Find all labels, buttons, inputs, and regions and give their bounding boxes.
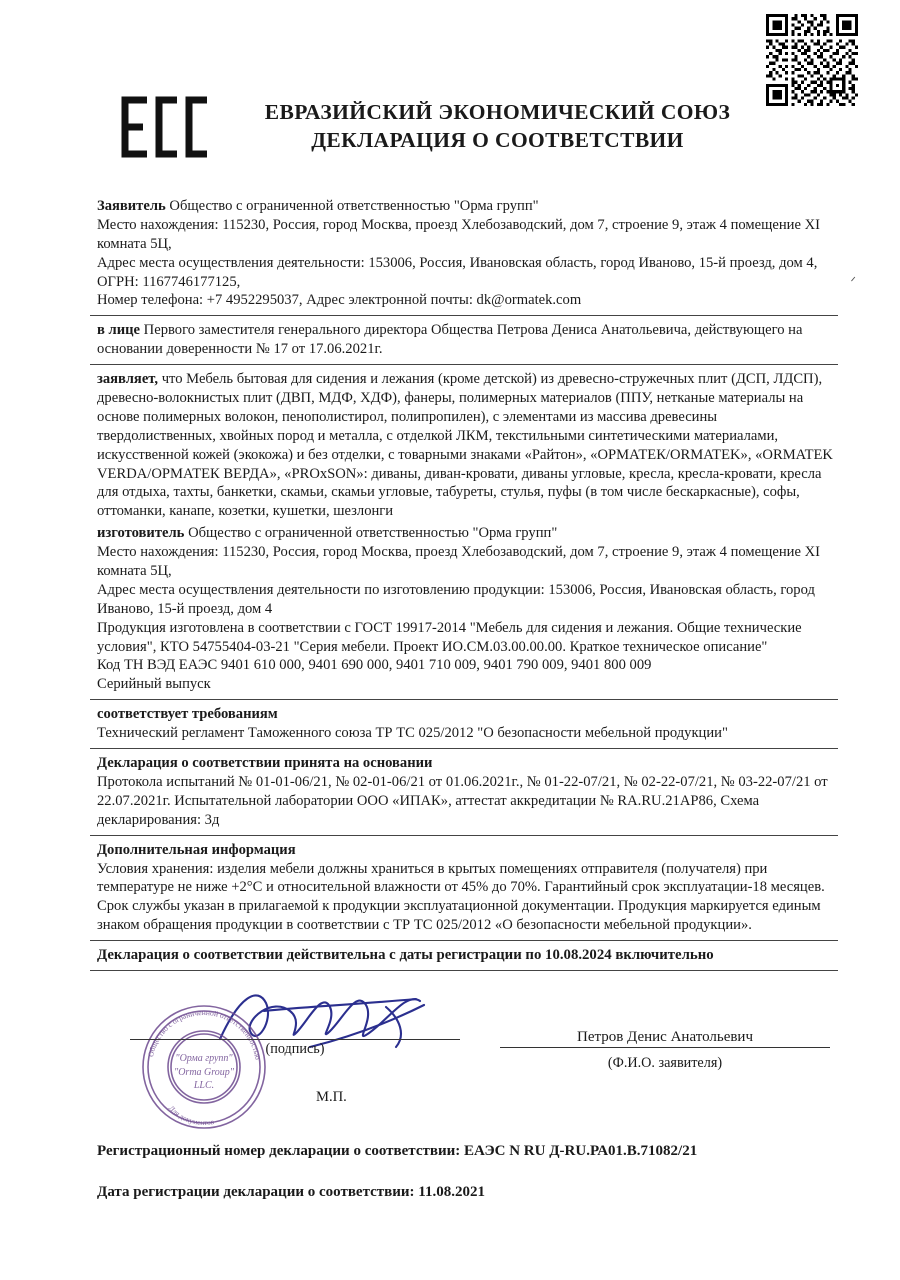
document-header [0, 88, 900, 178]
section-additional-info [90, 840, 838, 937]
section-representative [90, 320, 838, 361]
manufacturer-name: Общество с ограниченной ответственностью "Орма групп" [188, 525, 558, 542]
divider [90, 748, 838, 749]
manufacturer-location: Место нахождения: 115230, Россия, город Москва, проезд Хлебозаводский, дом 7, строение 9, этаж 4 помещение XI комната 5Ц, [97, 544, 820, 580]
declarant-name-caption: (Ф.И.О. заявителя) [607, 1055, 723, 1072]
header-title-line1: ЕВРАЗИЙСКИЙ ЭКОНОМИЧЕСКИЙ СОЮЗ [264, 100, 731, 124]
applicant-location: Место нахождения: 115230, Россия, город Москва, проезд Хлебозаводский, дом 7, строение 9, этаж 4 помещение XI комната 5Ц, [97, 216, 820, 252]
applicant-activity-address: Адрес места осуществления деятельности: 153006, Россия, Ивановская область, город Иваново, 15-й проезд, дом 4, ОГРН: 1167746177125, [97, 254, 818, 290]
svg-text:"Orma Group": "Orma Group" [174, 1067, 234, 1079]
representative-label: в лице [97, 322, 141, 339]
section-manufacturer [90, 523, 838, 696]
divider [90, 315, 838, 316]
page-tick-mark: ᐟ [850, 274, 856, 289]
svg-text:Общество с ограниченной ответс: Общество с ограниченной ответственностью [146, 1008, 263, 1061]
eac-mark-icon [115, 96, 211, 158]
applicant-name: Общество с ограниченной ответственностью "Орма групп" [169, 198, 539, 214]
basis-label: Декларация о соответствии принята на основании [97, 755, 433, 772]
document-body [90, 196, 838, 1201]
applicant-contacts: Номер телефона: +7 4952295037, Адрес электронной почты: dk@ormatek.com [97, 292, 582, 309]
svg-text:LLC.: LLC. [193, 1080, 215, 1092]
divider [90, 835, 838, 836]
header-title-line2: ДЕКЛАРАЦИЯ О СООТВЕТСТВИИ [311, 128, 684, 153]
handwritten-signature [210, 977, 470, 1087]
applicant-label: Заявитель [97, 198, 166, 214]
basis-text: Протокола испытаний № 01-01-06/21, № 02-01-06/21 от 01.06.2021г., № 01-22-07/21, № 02-22-07/21, № 03-22-07/21 от 22.07.2021г. Испытательной лаборатории ООО «ИПАК», аттестат аккредитации № RA.RU.21АР86, Схема декларирования: 3д [97, 773, 828, 828]
additional-text: Условия хранения: изделия мебели должны храниться в крытых помещениях отправителя (получателя) при температуре не ниже +2°С и относительной влажности от 45% до 70%. Гарантийный срок эксплуатации-18 месяцев. Срок службы указан в прилагаемой к продукции эксплуатационной документации. Продукция маркируется единым знаком обращения продукции в соответствии с ТР ТС 025/2012 «О безопасности мебельной продукции». [97, 860, 825, 934]
divider [90, 940, 838, 941]
validity-text: Декларация о соответствии действительна с даты регистрации по 10.08.2024 включительно [97, 947, 714, 964]
company-stamp [132, 995, 277, 1140]
registration-date-value: 11.08.2021 [418, 1184, 485, 1201]
manufacturer-batch: Серийный выпуск [97, 676, 211, 693]
manufacturer-standards: Продукция изготовлена в соответствии с ГОСТ 19917-2014 "Мебель для сидения и лежания. Общие технические условия", КТО 54755404-03-21 "Серия мебели. Проект ИО.СМ.03.00.00.00. Краткое техническое описание" [97, 619, 802, 655]
additional-label: Дополнительная информация [97, 841, 296, 858]
divider [90, 699, 838, 700]
section-applicant [90, 196, 838, 312]
svg-text:Для документов: Для документов [167, 1103, 215, 1128]
divider [90, 970, 838, 971]
stamp-place-label: М.П. [316, 1089, 347, 1106]
manufacturer-production-address: Адрес места осуществления деятельности по изготовлению продукции: 153006, Россия, Ивановская область, город Иваново, 15-й проезд, дом 4 [97, 581, 815, 617]
signature-line [130, 1039, 460, 1040]
declarant-name: Петров Денис Анатольевич [500, 1029, 830, 1048]
divider [90, 364, 838, 365]
registration-date-label: Дата регистрации декларации о соответствии: [97, 1184, 415, 1201]
section-declares [90, 369, 838, 523]
conformity-label: соответствует требованиям [97, 706, 278, 723]
section-validity [90, 945, 838, 967]
manufacturer-label: изготовитель [97, 525, 185, 542]
section-signature [90, 985, 838, 1135]
conformity-text: Технический регламент Таможенного союза ТР ТС 025/2012 "О безопасности мебельной продукции" [97, 725, 728, 742]
signature-caption: (подпись) [265, 1041, 325, 1058]
declares-text: что Мебель бытовая для сидения и лежания (кроме детской) из древесно-стружечных плит (ДСП, ЛДСП), древесно-волокнистых плит (ДВП, МДФ, ХДФ), фанеры, полимерных материалов (ППУ, нетканые материалы на основе полимерных волокон, пенополистирол, полипропилен), с элементами из массива древесины твердолиственных, хвойных пород и металла, с отделкой ЛКМ, текстильными синтетическими материалами, искусственной кожей (экокожа) и без отделки, с товарными знаками «Райтон», «ОРМАТЕК/ORMATEK», «ORMATEK VERDA/ОРМАТЕК ВЕРДА», «PROxSON»: диваны, диван-кровати, диваны угловые, кресла, кресла-кровати, кресла для отдыха, тахты, банкетки, скамьи, скамьи угловые, табуреты, стулья, пуфы (в том числе бескаркасные), софы, оттоманки, канапе, козетки, кушетки, шезлонги [97, 371, 833, 520]
svg-text:"Орма групп": "Орма групп" [175, 1053, 233, 1065]
registration-number-value: ЕАЭС N RU Д-RU.РА01.В.71082/21 [464, 1143, 698, 1160]
manufacturer-tnved: Код ТН ВЭД ЕАЭС 9401 610 000, 9401 690 000, 9401 710 009, 9401 790 009, 9401 800 009 [97, 657, 652, 674]
registration-date [90, 1184, 838, 1201]
section-basis [90, 753, 838, 832]
section-conformity [90, 704, 838, 745]
registration-number-label: Регистрационный номер декларации о соответствии: [97, 1143, 461, 1160]
registration-number [90, 1143, 838, 1160]
representative-text: Первого заместителя генерального директора Общества Петрова Дениса Анатольевича, действующего на основании доверенности № 17 от 17.06.2021г. [97, 322, 803, 358]
declares-label: заявляет, [97, 371, 159, 388]
